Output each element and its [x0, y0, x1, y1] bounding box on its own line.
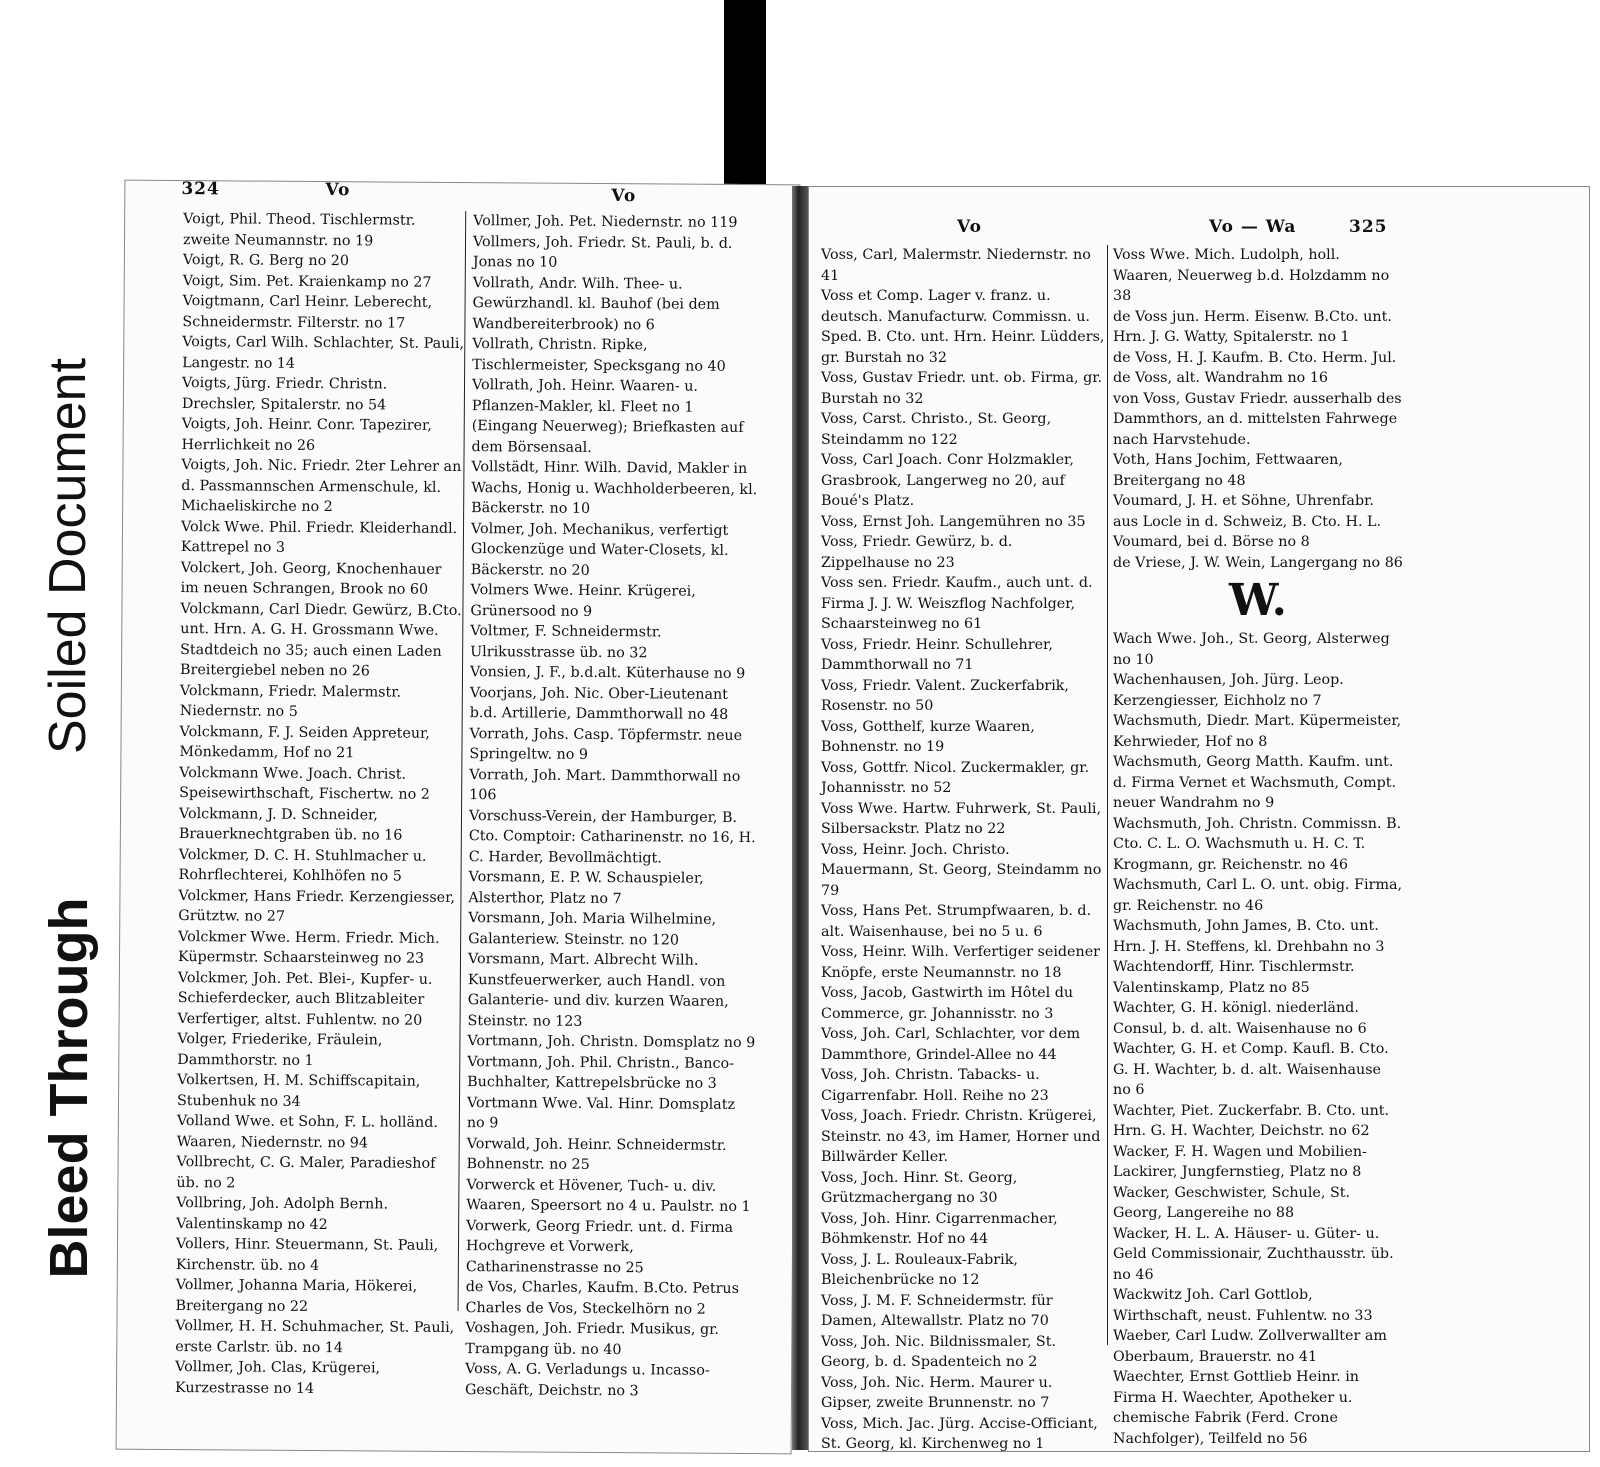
- directory-entry: Wachenhausen, Joh. Jürg. Leop. Kerzengiesser, Eichholz no 7: [1113, 672, 1344, 709]
- directory-entry: Voth, Hans Jochim, Fettwaaren, Breitergang no 48: [1113, 452, 1343, 489]
- section-letter: W.: [1229, 575, 1287, 626]
- soiled-document-label: Soiled Document: [39, 358, 97, 754]
- directory-entry: Wachsmuth, Carl L. O. unt. obig. Firma, gr. Reichenstr. no 46: [1113, 877, 1403, 914]
- directory-entry: de Vos, Charles, Kaufm. B.Cto. Petrus Charles de Vos, Steckelhörn no 2: [465, 1279, 740, 1318]
- directory-entry: Vorwerck et Hövener, Tuch- u. div. Waaren, Speersort no 4 u. Paulstr. no 1: [466, 1176, 751, 1216]
- directory-entry: Voss, Joach. Friedr. Christn. Krügerei, Steinstr. no 43, im Hamer, Horner und Billwärder Keller.: [821, 1108, 1101, 1165]
- directory-entry: Voshagen, Joh. Friedr. Musikus, gr. Trampgang üb. no 40: [465, 1320, 720, 1358]
- directory-entry: Vollmer, Joh. Clas, Krügerei, Kurzestrasse no 14: [174, 1359, 381, 1397]
- directory-entry: von Voss, Gustav Friedr. ausserhalb des Dammthors, an d. mittelsten Fahrwege nach Harvstehude.: [1113, 390, 1402, 448]
- directory-entry: Voss, Friedr. Gewürz, b. d. Zippelhause no 23: [821, 534, 1013, 571]
- directory-entry: Voss, Gotthelf, kurze Waaren, Bohnenstr. no 19: [821, 718, 1035, 755]
- directory-entry: Voss, Friedr. Valent. Zuckerfabrik, Rosenstr. no 50: [821, 677, 1069, 714]
- directory-entry: Volckmann, Carl Diedr. Gewürz, B.Cto. unt. Hrn. A. G. H. Grossmann Wwe. Stadtdeich no 35; auch einen Laden Breitergiebel neben no 26: [179, 600, 462, 680]
- directory-entry: Vorrath, Johs. Casp. Töpfermstr. neue Springeltw. no 9: [469, 725, 743, 763]
- directory-entry: Voss, Jacob, Gastwirth im Hôtel du Commerce, gr. Johannisstr. no 3: [821, 985, 1074, 1022]
- directory-entry: Voss, Mich. Jac. Jürg. Accise-Officiant, St. Georg, kl. Kirchenweg no 1: [821, 1415, 1098, 1452]
- directory-entry: Voss, J. M. F. Schneidermstr. für Damen, Altewallstr. Platz no 70: [821, 1292, 1053, 1329]
- directory-entry: Vollbrecht, C. G. Maler, Paradieshof üb. no 2: [176, 1154, 436, 1191]
- directory-entry: Voigt, Sim. Pet. Kraienkamp no 27: [182, 272, 432, 291]
- column-right-2-wa: [1113, 629, 1403, 1449]
- directory-entry: Voss, Gottfr. Nicol. Zuckermakler, gr. Johannisstr. no 52: [821, 759, 1090, 796]
- directory-entry: Volkertsen, H. M. Schiffscapitain, Stubenhuk no 34: [176, 1072, 421, 1110]
- directory-entry: Voss, Heinr. Wilh. Verfertiger seidener Knöpfe, erste Neumannstr. no 18: [821, 944, 1101, 981]
- running-head-left: Vo: [957, 217, 982, 237]
- directory-entry: Wacker, H. L. A. Häuser- u. Güter- u. Geld Commissionair, Zuchthausstr. üb. no 46: [1113, 1225, 1394, 1283]
- directory-entry: Voigts, Carl Wilh. Schlachter, St. Pauli, Langestr. no 14: [182, 334, 465, 372]
- directory-entry: Vollmer, H. H. Schuhmacher, St. Pauli, erste Carlstr. üb. no 14: [175, 1318, 455, 1356]
- directory-entry: Vorsmann, E. P. W. Schauspieler, Alsterthor, Platz no 7: [468, 869, 704, 907]
- directory-entry: Voigts, Joh. Nic. Friedr. 2ter Lehrer an d. Passmannschen Armenschule, kl. Michaeliskirche no 2: [181, 457, 462, 516]
- directory-entry: Voss Wwe. Hartw. Fuhrwerk, St. Pauli, Silbersackstr. Platz no 22: [821, 800, 1102, 837]
- directory-entry: Vollrath, Andr. Wilh. Thee- u. Gewürzhandl. kl. Bauhof (bei dem Wandbereiterbrook) no 6: [472, 274, 720, 333]
- directory-entry: Vollmer, Joh. Pet. Niedernstr. no 119: [473, 213, 738, 231]
- page-number: 324: [181, 179, 220, 200]
- directory-entry: Wackwitz Joh. Carl Gottlob, Wirthschaft, neust. Fuhlentw. no 33: [1113, 1287, 1373, 1324]
- directory-entry: Voigts, Joh. Heinr. Conr. Tapezirer, Herrlichkeit no 26: [181, 416, 432, 454]
- directory-entry: Volland Wwe. et Sohn, F. L. holländ. Waaren, Niedernstr. no 94: [176, 1113, 439, 1151]
- directory-entry: Voss, A. G. Verladungs u. Incasso-Geschäft, Deichstr. no 3: [464, 1361, 710, 1399]
- directory-entry: Voigts, Jürg. Friedr. Christn. Drechsler, Spitalerstr. no 54: [181, 375, 388, 413]
- directory-entry: Vorwerk, Georg Friedr. unt. d. Firma Hochgreve et Vorwerk, Catharinenstrasse no 25: [465, 1217, 734, 1276]
- directory-entry: Vollmers, Joh. Friedr. St. Pauli, b. d. Jonas no 10: [472, 233, 733, 271]
- directory-entry: Wachsmuth, Georg Matth. Kaufm. unt. d. Firma Vernet et Wachsmuth, Compt. neuer Wandrahm no 9: [1113, 754, 1397, 811]
- directory-entry: Voigtmann, Carl Heinr. Leberecht, Schneidermstr. Filterstr. no 17: [182, 293, 433, 332]
- directory-entry: Wachsmuth, John James, B. Cto. unt. Hrn. J. H. Steffens, kl. Drehbahn no 3: [1113, 918, 1385, 955]
- directory-entry: Vorsmann, Mart. Albrecht Wilh. Kunstfeuerwerker, auch Handl. von Galanterie- und div. kurzen Waaren, Steinstr. no 123: [467, 951, 729, 1030]
- directory-entry: Voss, Carl Joach. Conr Holzmakler, Grasbrook, Langerweg no 20, auf Boué's Platz.: [821, 452, 1074, 509]
- directory-entry: Wachter, Piet. Zuckerfabr. B. Cto. unt. Hrn. G. H. Wachter, Deichstr. no 62: [1113, 1102, 1390, 1139]
- directory-entry: Voss sen. Friedr. Kaufm., auch unt. d. Firma J. J. W. Weiszflog Nachfolger, Schaarsteinweg no 61: [821, 575, 1093, 632]
- directory-entry: Wacker, Geschwister, Schule, St. Georg, Langereihe no 88: [1113, 1184, 1351, 1221]
- directory-entry: Voss, Hans Pet. Strumpfwaaren, b. d. alt. Waisenhause, bei no 5 u. 6: [821, 903, 1092, 940]
- directory-entry: Vollstädt, Hinr. Wilh. David, Makler in Wachs, Honig u. Wachholderbeeren, kl. Bäckerstr. no 10: [471, 459, 758, 517]
- directory-entry: Voss, Heinr. Joch. Christo. Mauermann, St. Georg, Steindamm no 79: [821, 841, 1102, 899]
- directory-entry: Wachsmuth, Joh. Christn. Commissn. B. Cto. C. L. O. Wachsmuth u. H. C. T. Krogmann, gr. Reichenstr. no 46: [1113, 815, 1402, 873]
- directory-entry: Volger, Friederike, Fräulein, Dammthorstr. no 1: [177, 1031, 383, 1069]
- column-left-1: [175, 209, 465, 1400]
- right-page: [808, 186, 1590, 1452]
- directory-entry: Vollrath, Christn. Ripke, Tischlermeister, Specksgang no 40: [472, 336, 726, 375]
- directory-entry: Volck Wwe. Phil. Friedr. Kleiderhandl. Kattrepel no 3: [180, 518, 458, 556]
- directory-entry: Volckmer, Hans Friedr. Kerzengiesser, Grütztw. no 27: [178, 887, 456, 925]
- directory-entry: Volckmann Wwe. Joach. Christ. Speisewirthschaft, Fischertw. no 2: [179, 764, 430, 803]
- directory-entry: Voss, Ernst Joh. Langemühren no 35: [821, 513, 1086, 530]
- black-bookmark-strip: [724, 0, 766, 210]
- directory-entry: Voss Wwe. Mich. Ludolph, holl. Waaren, Neuerweg b.d. Holzdamm no 38: [1113, 247, 1390, 304]
- directory-entry: Vorsmann, Joh. Maria Wilhelmine, Galanteriew. Steinstr. no 120: [468, 910, 717, 949]
- directory-entry: Voss, Joh. Christn. Tabacks- u. Cigarrenfabr. Holl. Reihe no 23: [821, 1067, 1049, 1104]
- directory-entry: Voltmer, F. Schneidermstr. Ulrikusstrasse üb. no 32: [470, 623, 662, 661]
- directory-entry: Volckmann, J. D. Schneider, Brauerknechtgraben üb. no 16: [178, 805, 403, 844]
- directory-entry: Voigt, R. G. Berg no 20: [182, 252, 350, 270]
- bleed-through-label: Bleed Through: [39, 897, 99, 1279]
- directory-entry: Vortmann, Joh. Christn. Domsplatz no 9: [467, 1033, 756, 1052]
- directory-entry: Voss, Joh. Nic. Bildnissmaler, St. Georg, b. d. Spadenteich no 2: [821, 1333, 1057, 1370]
- column-left-2: [465, 211, 763, 1402]
- directory-entry: Vollers, Hinr. Steuermann, St. Pauli, Kirchenstr. üb. no 4: [175, 1236, 439, 1274]
- running-head-right: Vo — Wa: [1209, 217, 1297, 237]
- directory-entry: Voss, Carl, Malermstr. Niedernstr. no 41: [821, 247, 1091, 284]
- directory-entry: Wachter, G. H. königl. niederländ. Consul, b. d. alt. Waisenhause no 6: [1113, 1000, 1367, 1037]
- directory-entry: de Voss jun. Herm. Eisenw. B.Cto. unt. Hrn. J. G. Watty, Spitalerstr. no 1: [1113, 308, 1392, 345]
- directory-entry: Voss, Joh. Carl, Schlachter, vor dem Dammthore, Grindel-Allee no 44: [821, 1026, 1081, 1063]
- directory-entry: Vorrath, Joh. Mart. Dammthorwall no 106: [469, 766, 741, 804]
- directory-entry: Voss, Carst. Christo., St. Georg, Steindamm no 122: [821, 411, 1052, 448]
- bleed-through-stamp: [30, 848, 108, 1328]
- running-head-left: Vo: [325, 180, 351, 201]
- directory-entry: Wacker, F. H. Wagen und Mobilien-Lackirer, Jungfernstieg, Platz no 8: [1113, 1143, 1367, 1180]
- soiled-document-stamp: [30, 316, 106, 796]
- directory-entry: Voss, J. L. Rouleaux-Fabrik, Bleichenbrücke no 12: [821, 1251, 1018, 1288]
- directory-entry: Volmer, Joh. Mechanikus, verfertigt Glockenzüge und Water-Closets, kl. Bäckerstr. no 20: [470, 520, 729, 579]
- directory-entry: Vortmann Wwe. Val. Hinr. Domsplatz no 9: [466, 1094, 736, 1132]
- directory-entry: Vollrath, Joh. Heinr. Waaren- u. Pflanzen-Makler, kl. Fleet no 1 (Eingang Neuerweg); Briefkasten auf dem Börsensaal.: [471, 377, 744, 456]
- directory-entry: de Vriese, J. W. Wein, Langergang no 86: [1113, 554, 1403, 571]
- directory-entry: Voss, Joh. Hinr. Cigarrenmacher, Böhmkenstr. Hof no 44: [821, 1210, 1058, 1247]
- directory-entry: Volckert, Joh. Georg, Knochenhauer im neuen Schrangen, Brook no 60: [180, 559, 442, 598]
- directory-entry: Volmers Wwe. Heinr. Krügerei, Grünersood no 9: [470, 582, 696, 620]
- page-number: 325: [1349, 217, 1388, 237]
- directory-entry: Waeber, Carl Ludw. Zollverwallter am Oberbaum, Brauerstr. no 41: [1113, 1328, 1387, 1365]
- left-page: [116, 180, 801, 1455]
- column-right-2-vo: [1113, 245, 1403, 573]
- directory-entry: Vollbring, Joh. Adolph Bernh. Valentinskamp no 42: [176, 1195, 389, 1233]
- directory-entry: Voumard, J. H. et Söhne, Uhrenfabr. aus Locle in d. Schweiz, B. Cto. H. L. Voumard, bei d. Börse no 8: [1113, 493, 1382, 550]
- directory-entry: Vonsien, J. F., b.d.alt. Küterhause no 9: [469, 664, 746, 683]
- directory-entry: Voss, Friedr. Heinr. Schullehrer, Dammthorwall no 71: [821, 636, 1053, 673]
- directory-entry: Wachsmuth, Diedr. Mart. Küpermeister, Kehrwieder, Hof no 8: [1113, 713, 1402, 750]
- directory-entry: Wachtendorff, Hinr. Tischlermstr. Valentinskamp, Platz no 85: [1113, 959, 1355, 996]
- directory-entry: Wach Wwe. Joh., St. Georg, Alsterweg no 10: [1113, 631, 1390, 668]
- column-right-1: [821, 245, 1105, 1455]
- directory-entry: Waechter, Ernst Gottlieb Heinr. in Firma H. Waechter, Apotheker u. chemische Fabrik (Ferd. Crone Nachfolger), Teilfeld no 56: [1113, 1369, 1359, 1447]
- column-divider: [1107, 245, 1108, 1345]
- directory-entry: Wachter, G. H. et Comp. Kaufl. B. Cto. G. H. Wachter, b. d. alt. Waisenhause no 6: [1113, 1041, 1389, 1098]
- directory-entry: Voss, Joch. Hinr. St. Georg, Grützmachergang no 30: [821, 1169, 1018, 1206]
- directory-entry: Volckmer, D. C. H. Stuhlmacher u. Rohrflechterei, Kohlhöfen no 5: [178, 846, 427, 885]
- directory-entry: Vorwald, Joh. Heinr. Schneidermstr. Bohnenstr. no 25: [466, 1135, 727, 1173]
- column-right-2: [1113, 245, 1403, 1449]
- book-spine: [792, 186, 808, 1450]
- directory-entry: Volckmer Wwe. Herm. Friedr. Mich. Küpermstr. Schaarsteinweg no 23: [177, 928, 440, 967]
- running-head-right: Vo: [611, 186, 637, 207]
- directory-entry: Vortmann, Joh. Phil. Christn., Banco-Buchhalter, Kattrepelsbrücke no 3: [467, 1053, 734, 1092]
- directory-entry: Voss et Comp. Lager v. franz. u. deutsch. Manufacturw. Commissn. u. Sped. B. Cto. unt. Hrn. Heinr. Lüdders, gr. Burstah no 32: [821, 288, 1105, 366]
- directory-entry: Volckmann, F. J. Seiden Appreteur, Mönkedamm, Hof no 21: [179, 723, 430, 762]
- directory-entry: Volckmer, Joh. Pet. Blei-, Kupfer- u. Schieferdecker, auch Blitzableiter Verfertiger, altst. Fuhlentw. no 20: [177, 969, 433, 1029]
- directory-entry: Vorschuss-Verein, der Hamburger, B. Cto. Comptoir: Catharinenstr. no 16, H. C. Harder, Bevollmächtigt.: [468, 807, 756, 866]
- directory-entry: Voss, Gustav Friedr. unt. ob. Firma, gr. Burstah no 32: [821, 370, 1103, 407]
- directory-entry: Vollmer, Johanna Maria, Hökerei, Breitergang no 22: [175, 1277, 418, 1315]
- directory-entry: Voigt, Phil. Theod. Tischlermstr. zweite Neumannstr. no 19: [182, 211, 416, 249]
- directory-entry: Volckmann, Friedr. Malermstr. Niedernstr. no 5: [179, 682, 402, 720]
- directory-entry: de Voss, H. J. Kaufm. B. Cto. Herm. Jul. de Voss, alt. Wandrahm no 16: [1113, 349, 1397, 386]
- directory-entry: Voss, Joh. Nic. Herm. Maurer u. Gipser, zweite Brunnenstr. no 7: [821, 1374, 1053, 1411]
- directory-entry: Voorjans, Joh. Nic. Ober-Lieutenant b.d. Artillerie, Dammthorwall no 48: [469, 684, 729, 723]
